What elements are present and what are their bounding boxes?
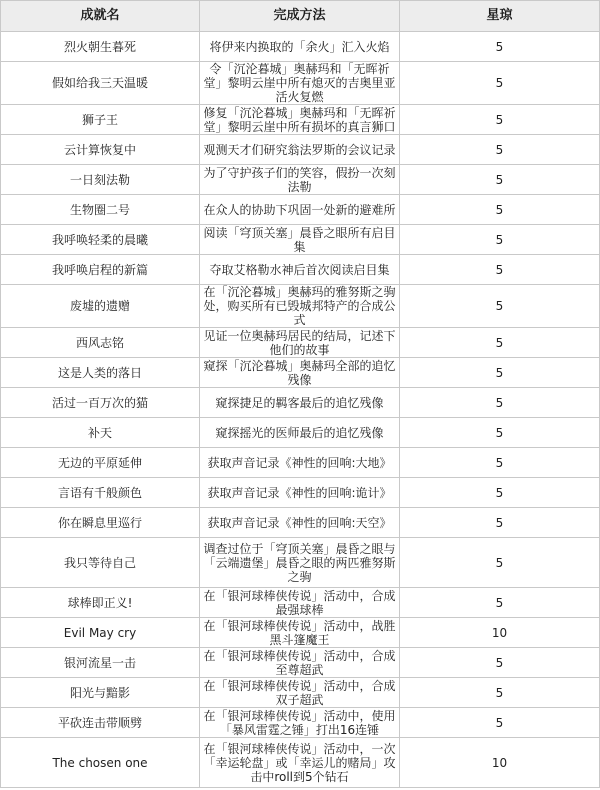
stellar-jade-cell: 5 [400, 478, 600, 508]
completion-method-cell: 夺取艾格勒水神后首次阅读启目集 [200, 255, 400, 285]
achievement-name-cell: 球棒即正义! [1, 588, 200, 618]
stellar-jade-cell: 5 [400, 708, 600, 738]
achievement-name-cell: 废墟的遗赠 [1, 285, 200, 328]
completion-method-cell: 在「沉沦暮城」奥赫玛的雅努斯之驹处，购买所有已毁城邦特产的合成公式 [200, 285, 400, 328]
completion-method-cell: 获取声音记录《神性的回响:天空》 [200, 508, 400, 538]
header-stellar-jade: 星琼 [400, 1, 600, 32]
stellar-jade-cell: 10 [400, 618, 600, 648]
completion-method-cell: 窥探捷足的羁客最后的追忆残像 [200, 388, 400, 418]
table-row [1, 285, 600, 328]
table-row [1, 388, 600, 418]
table-row [1, 32, 600, 62]
completion-method-cell: 阅读「穹顶关塞」晨昏之眼所有启目集 [200, 225, 400, 255]
table-row [1, 538, 600, 588]
stellar-jade-cell: 5 [400, 195, 600, 225]
achievement-name-cell: 云计算恢复中 [1, 135, 200, 165]
stellar-jade-cell: 5 [400, 165, 600, 195]
stellar-jade-cell: 5 [400, 508, 600, 538]
achievement-name-cell: 阳光与黯影 [1, 678, 200, 708]
table-header-row [1, 1, 600, 32]
table-row [1, 165, 600, 195]
table-row [1, 648, 600, 678]
table-row [1, 708, 600, 738]
table-row [1, 478, 600, 508]
completion-method-cell: 在「银河球棒侠传说」活动中，战胜黑斗篷魔王 [200, 618, 400, 648]
achievement-name-cell: 活过一百万次的猫 [1, 388, 200, 418]
stellar-jade-cell: 5 [400, 418, 600, 448]
achievement-name-cell: 我只等待自己 [1, 538, 200, 588]
completion-method-cell: 将伊来内换取的「余火」汇入火焰 [200, 32, 400, 62]
stellar-jade-cell: 5 [400, 225, 600, 255]
completion-method-cell: 在「银河球棒侠传说」活动中，一次「幸运轮盘」或「幸运儿的赌局」攻击中roll到5个钻石 [200, 738, 400, 788]
table-row [1, 358, 600, 388]
achievement-name-cell: 你在瞬息里巡行 [1, 508, 200, 538]
stellar-jade-cell: 5 [400, 285, 600, 328]
stellar-jade-cell: 5 [400, 448, 600, 478]
stellar-jade-cell: 10 [400, 738, 600, 788]
completion-method-cell: 令「沉沦暮城」奥赫玛和「无晖祈堂」黎明云崖中所有熄灭的吉奥里亚活火复燃 [200, 62, 400, 105]
stellar-jade-cell: 5 [400, 32, 600, 62]
achievement-name-cell: 一日刻法勒 [1, 165, 200, 195]
table-row [1, 448, 600, 478]
completion-method-cell: 窥探摇光的医师最后的追忆残像 [200, 418, 400, 448]
stellar-jade-cell: 5 [400, 328, 600, 358]
achievement-name-cell: 西风志铭 [1, 328, 200, 358]
table-row [1, 738, 600, 788]
table-body [1, 32, 600, 788]
completion-method-cell: 获取声音记录《神性的回响:诡计》 [200, 478, 400, 508]
header-completion-method: 完成方法 [200, 1, 400, 32]
stellar-jade-cell: 5 [400, 538, 600, 588]
header-achievement-name: 成就名 [1, 1, 200, 32]
table-row [1, 62, 600, 105]
table-row [1, 678, 600, 708]
stellar-jade-cell: 5 [400, 678, 600, 708]
table-row [1, 328, 600, 358]
stellar-jade-cell: 5 [400, 358, 600, 388]
achievement-name-cell: Evil May cry [1, 618, 200, 648]
stellar-jade-cell: 5 [400, 588, 600, 618]
achievement-name-cell: 言语有千般颜色 [1, 478, 200, 508]
completion-method-cell: 窥探「沉沦暮城」奥赫玛全部的追忆残像 [200, 358, 400, 388]
achievement-name-cell: 生物圈二号 [1, 195, 200, 225]
stellar-jade-cell: 5 [400, 62, 600, 105]
achievement-name-cell: 这是人类的落日 [1, 358, 200, 388]
completion-method-cell: 获取声音记录《神性的回响:大地》 [200, 448, 400, 478]
completion-method-cell: 调查过位于「穹顶关塞」晨昏之眼与「云端遗堡」晨昏之眼的两匹雅努斯之驹 [200, 538, 400, 588]
completion-method-cell: 在「银河球棒侠传说」活动中，合成至尊超武 [200, 648, 400, 678]
stellar-jade-cell: 5 [400, 255, 600, 285]
stellar-jade-cell: 5 [400, 105, 600, 135]
achievement-name-cell: 平砍连击带顺劈 [1, 708, 200, 738]
achievement-name-cell: The chosen one [1, 738, 200, 788]
achievement-name-cell: 烈火朝生暮死 [1, 32, 200, 62]
achievement-name-cell: 狮子王 [1, 105, 200, 135]
stellar-jade-cell: 5 [400, 135, 600, 165]
table-row [1, 418, 600, 448]
stellar-jade-cell: 5 [400, 388, 600, 418]
achievement-name-cell: 银河流星一击 [1, 648, 200, 678]
completion-method-cell: 在「银河球棒侠传说」活动中，合成双子超武 [200, 678, 400, 708]
table-row [1, 588, 600, 618]
achievement-name-cell: 假如给我三天温暖 [1, 62, 200, 105]
achievement-name-cell: 我呼唤轻柔的晨曦 [1, 225, 200, 255]
table-row [1, 255, 600, 285]
table-row [1, 225, 600, 255]
achievement-name-cell: 补天 [1, 418, 200, 448]
table-row [1, 135, 600, 165]
completion-method-cell: 在「银河球棒侠传说」活动中，合成最强球棒 [200, 588, 400, 618]
stellar-jade-cell: 5 [400, 648, 600, 678]
achievement-name-cell: 无边的平原延伸 [1, 448, 200, 478]
table-row [1, 508, 600, 538]
completion-method-cell: 在众人的协助下巩固一处新的避难所 [200, 195, 400, 225]
table-row [1, 105, 600, 135]
table-row [1, 618, 600, 648]
completion-method-cell: 见证一位奥赫玛居民的结局，记述下他们的故事 [200, 328, 400, 358]
completion-method-cell: 观测天才们研究翁法罗斯的会议记录 [200, 135, 400, 165]
achievement-name-cell: 我呼唤启程的新篇 [1, 255, 200, 285]
table-row [1, 195, 600, 225]
completion-method-cell: 在「银河球棒侠传说」活动中，使用「暴风雷霆之锤」打出16连锤 [200, 708, 400, 738]
completion-method-cell: 修复「沉沦暮城」奥赫玛和「无晖祈堂」黎明云崖中所有损坏的真言狮口 [200, 105, 400, 135]
completion-method-cell: 为了守护孩子们的笑容，假扮一次刻法勒 [200, 165, 400, 195]
